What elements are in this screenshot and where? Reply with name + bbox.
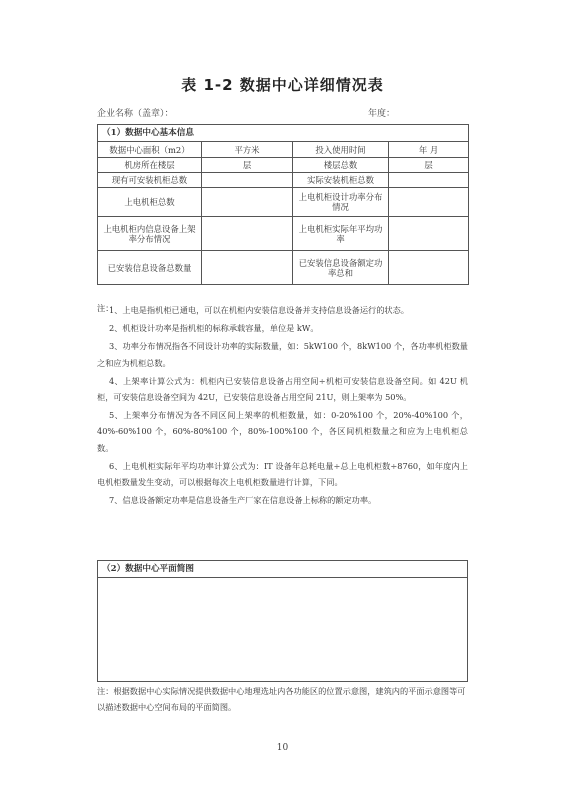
note-item: 5、上架率分布情况为各不同区间上架率的机柜数量，如：0-20%100 个，20%-40%100 个，40%-60%100 个，60%-80%100 个，80%-100%100 个，各区间机柜数量之和应为上电机柜总数。 <box>97 410 468 453</box>
document-title: 表 1-2 数据中心详细情况表 <box>181 76 384 94</box>
page-number: 10 <box>276 743 289 753</box>
note-item: 7、信息设备额定功率是信息设备生产厂家在信息设备上标称的额定功率。 <box>109 495 377 506</box>
note-item: 1、上电是指机柜已通电，可以在机柜内安装信息设备并支持信息设备运行的状态。 <box>109 305 409 315</box>
table-cell <box>389 188 469 217</box>
table-cell: 楼层总数 <box>293 158 389 173</box>
note-item: 4、上架率计算公式为：机柜内已安装信息设备占用空间÷机柜可安装信息设备空间。如 42U 机柜，可安装信息设备空间为 42U，已安装信息设备占用空间 21U，则上架率为 50%。 <box>97 375 468 403</box>
floor-plan-note: 注：根据数据中心实际情况提供数据中心地理选址内各功能区的位置示意图，建筑内的平面示意图等可以描述数据中心空间布局的平面简图。 <box>97 686 466 713</box>
section-heading: （2）数据中心平面简图 <box>98 561 468 578</box>
table-row <box>98 251 469 285</box>
notes-heading: 注： <box>97 303 114 313</box>
floor-plan-table <box>97 560 468 682</box>
table-cell: 已安装信息设备总数量 <box>98 251 202 285</box>
notes-list <box>97 302 468 508</box>
table-cell <box>389 173 469 188</box>
table-cell: 层 <box>389 158 469 173</box>
section-header-row <box>98 125 469 142</box>
table-cell <box>202 217 293 251</box>
floor-plan-cell <box>98 578 468 682</box>
table-cell <box>389 217 469 251</box>
section-header-row <box>98 561 468 578</box>
table-cell: 平方米 <box>202 142 293 158</box>
floor-plan-area <box>98 578 468 682</box>
table-cell: 现有可安装机柜总数 <box>98 173 202 188</box>
table-cell: 实际安装机柜总数 <box>293 173 389 188</box>
note-item: 2、机柜设计功率是指机柜的标称承载容量，单位是 kW。 <box>109 323 319 334</box>
basic-info-table <box>97 124 469 285</box>
table-cell: 上电机柜总数 <box>98 188 202 217</box>
table-row <box>98 173 469 188</box>
table-cell: 数据中心面积（m2） <box>98 142 202 158</box>
note-item: 3、功率分布情况指各不同设计功率的实际数量，如：5kW100 个，8kW100 个，各功率机柜数量之和应为机柜总数。 <box>97 341 468 368</box>
table-cell: 年 月 <box>389 142 469 158</box>
note-item: 6、上电机柜实际年平均功率计算公式为：IT 设备年总耗电量÷总上电机柜数÷8760，如年度内上电机柜数量发生变动，可以根据每次上电机柜数量进行计算，下同。 <box>97 460 468 488</box>
company-name-label: 企业名称（盖章）： <box>97 109 174 119</box>
table-row <box>98 142 469 158</box>
table-row <box>98 158 469 173</box>
table-cell: 上电机柜内信息设备上架率分布情况 <box>98 217 202 251</box>
year-label: 年度： <box>368 109 396 119</box>
table-cell: 机房所在楼层 <box>98 158 202 173</box>
table-cell <box>389 251 469 285</box>
table-cell: 投入使用时间 <box>293 142 389 158</box>
table-cell: 上电机柜实际年平均功率 <box>293 217 389 251</box>
section-heading: （1）数据中心基本信息 <box>98 125 469 142</box>
table-cell: 已安装信息设备额定功率总和 <box>293 251 389 285</box>
table-cell <box>202 188 293 217</box>
table-cell: 层 <box>202 158 293 173</box>
table-cell: 上电机柜设计功率分布情况 <box>293 188 389 217</box>
table-cell <box>202 173 293 188</box>
table-cell <box>202 251 293 285</box>
table-row <box>98 188 469 217</box>
table-row <box>98 217 469 251</box>
